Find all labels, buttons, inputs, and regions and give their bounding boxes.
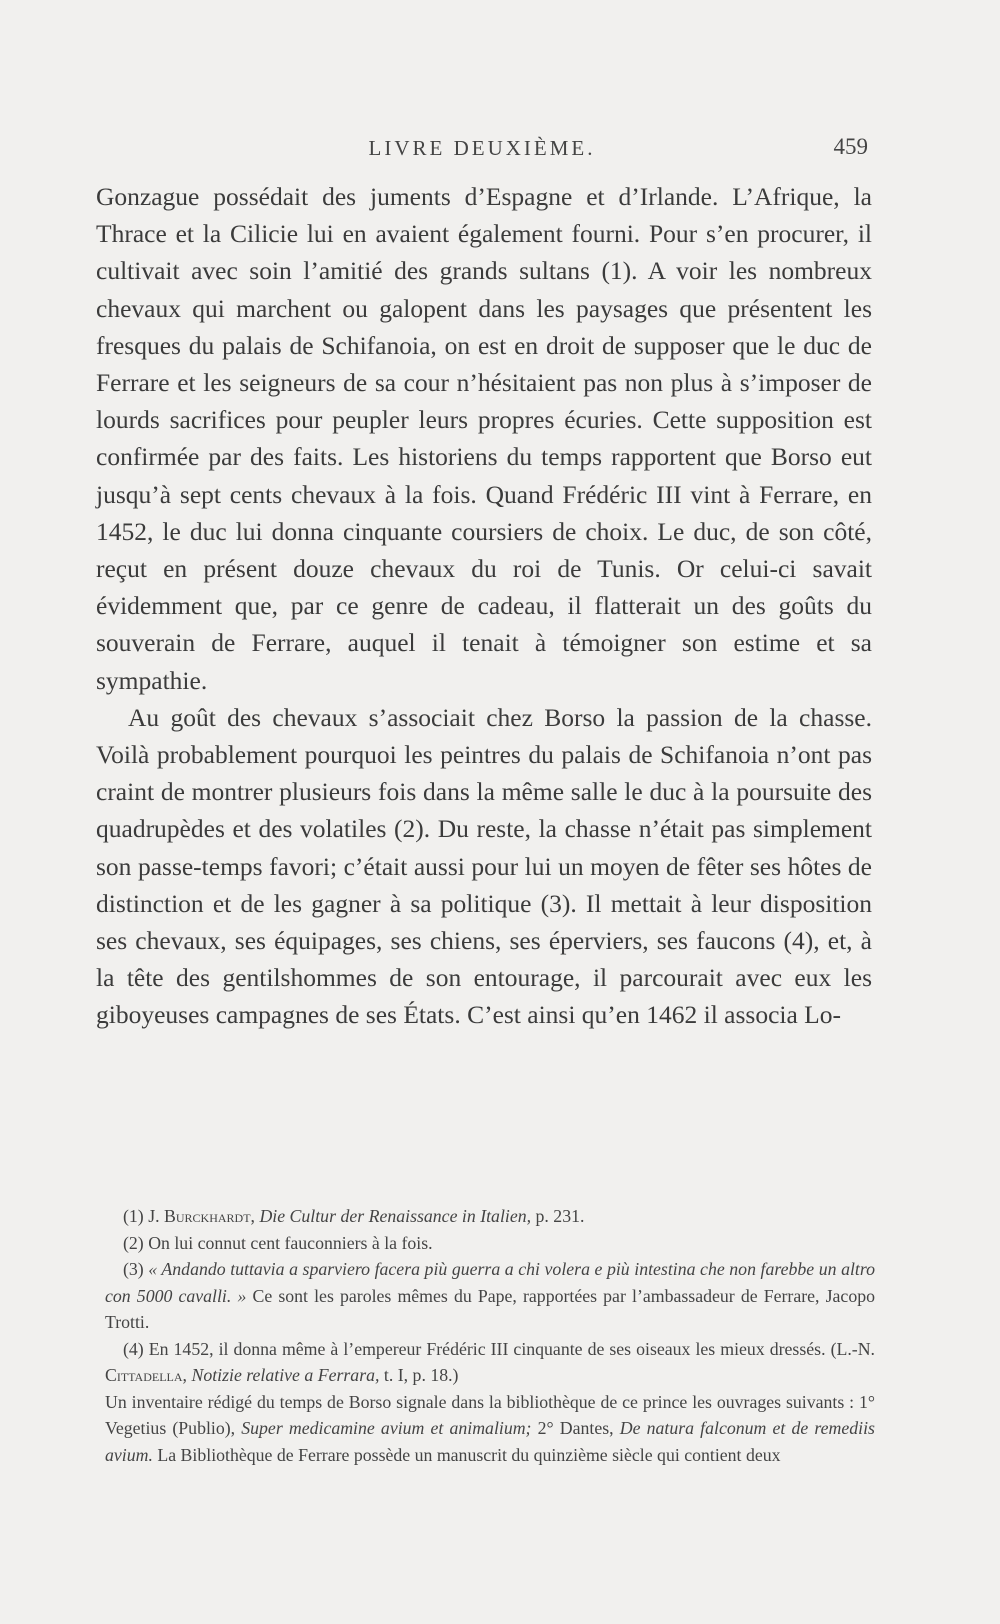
footnote-1: [105, 1203, 875, 1230]
footnote-title: De natura falconum et de remediis avium.: [105, 1418, 875, 1465]
footnote-marker: (2): [123, 1232, 144, 1253]
footnote-text: La Bibliothèque de Ferrare possède un manuscrit du quinzième siècle qui contient deux: [157, 1444, 781, 1465]
footnote-text: On lui connut cent fauconniers à la fois.: [148, 1232, 433, 1253]
footnote-4: [105, 1336, 875, 1389]
footnote-ref-author: (L.-N. Cittadella,: [105, 1338, 875, 1385]
footnotes: [105, 1203, 875, 1468]
footnote-author: J. Burckhardt,: [148, 1206, 255, 1226]
main-text: [96, 178, 872, 1034]
page-number: 459: [833, 134, 868, 159]
footnote-text: 2° Dantes,: [537, 1418, 614, 1438]
footnote-page: p. 231.: [535, 1206, 585, 1226]
footnote-ref-location: t. I, p. 18.): [383, 1365, 459, 1385]
footnote-text: En 1452, il donna même à l’empereur Frédéric III cinquante de ses oiseaux les mieux dressés.: [148, 1338, 826, 1359]
footnote-title: Die Cultur der Renaissance in Italien,: [259, 1206, 532, 1226]
footnote-text: Ce sont les paroles mêmes du Pape, rapportées par l’ambassadeur de Ferrare, Jacopo Trotti.: [105, 1285, 875, 1332]
footnote-marker: (1): [123, 1206, 144, 1226]
paragraph: Au goût des chevaux s’associait chez Borso la passion de la chasse. Voilà probablement pourquoi les peintres du palais de Schifanoia n’ont pas craint de montrer plusieurs fois dans la même salle le duc à la poursuite des quadrupèdes et des volatiles (2). Du reste, la chasse n’était pas simplement son passe-temps favori; c’était aussi pour lui un moyen de fêter ses hôtes de distinction et de les gagner à sa politique (3). Il mettait à leur disposition ses chevaux, ses équipages, ses chiens, ses éperviers, ses faucons (4), et, à la tête des gentilshommes de son entourage, il parcourait avec eux les giboyeuses campagnes de ses États. C’est ainsi qu’en 1462 il associa Lo-: [96, 702, 872, 1030]
footnote-quote: « Andando tuttavia a sparviero facera più guerra a chi volera e più intestina che non farebbe un altro con 5000 cavalli. »: [105, 1259, 875, 1306]
footnote-title: Super medicamine avium et animalium;: [241, 1418, 532, 1438]
footnote-marker: (3): [123, 1259, 144, 1279]
footnote-marker: (4): [123, 1338, 144, 1359]
footnote-3: [105, 1256, 875, 1336]
page-header: [96, 132, 868, 166]
footnote-ref-title: Notizie relative a Ferrara,: [191, 1365, 380, 1385]
paragraph: Gonzague possédait des juments d’Espagne et d’Irlande. L’Afrique, la Thrace et la Cilicie lui en avaient également fourni. Pour s’en procurer, il cultivait avec soin l’amitié des grands sultans (1). A voir les nombreux chevaux qui marchent ou galopent dans les paysages que présentent les fresques du palais de Schifanoia, on est en droit de supposer que le duc de Ferrare et les seigneurs de sa cour n’hésitaient pas non plus à s’imposer de lourds sacrifices pour peupler leurs propres écuries. Cette supposition est confirmée par des faits. Les historiens du temps rapportent que Borso eut jusqu’à sept cents chevaux à la fois. Quand Frédéric III vint à Ferrare, en 1452, le duc lui donna cinquante coursiers de choix. Le duc, de son côté, reçut en présent douze chevaux du roi de Tunis. Or celui-ci savait évidemment que, par ce genre de cadeau, il flatterait un des goûts du souverain de Ferrare, auquel il tenait à témoigner son estime et sa sympathie.: [96, 182, 872, 695]
footnote-4-continuation: [105, 1389, 875, 1469]
running-head: LIVRE DEUXIÈME.: [368, 136, 596, 160]
footnote-2: [105, 1230, 875, 1257]
footnote-text: Un inventaire rédigé du temps de Borso signale dans la bibliothèque de ce prince les ouvrages suivants : 1° Vegetius (Publio),: [105, 1391, 875, 1438]
